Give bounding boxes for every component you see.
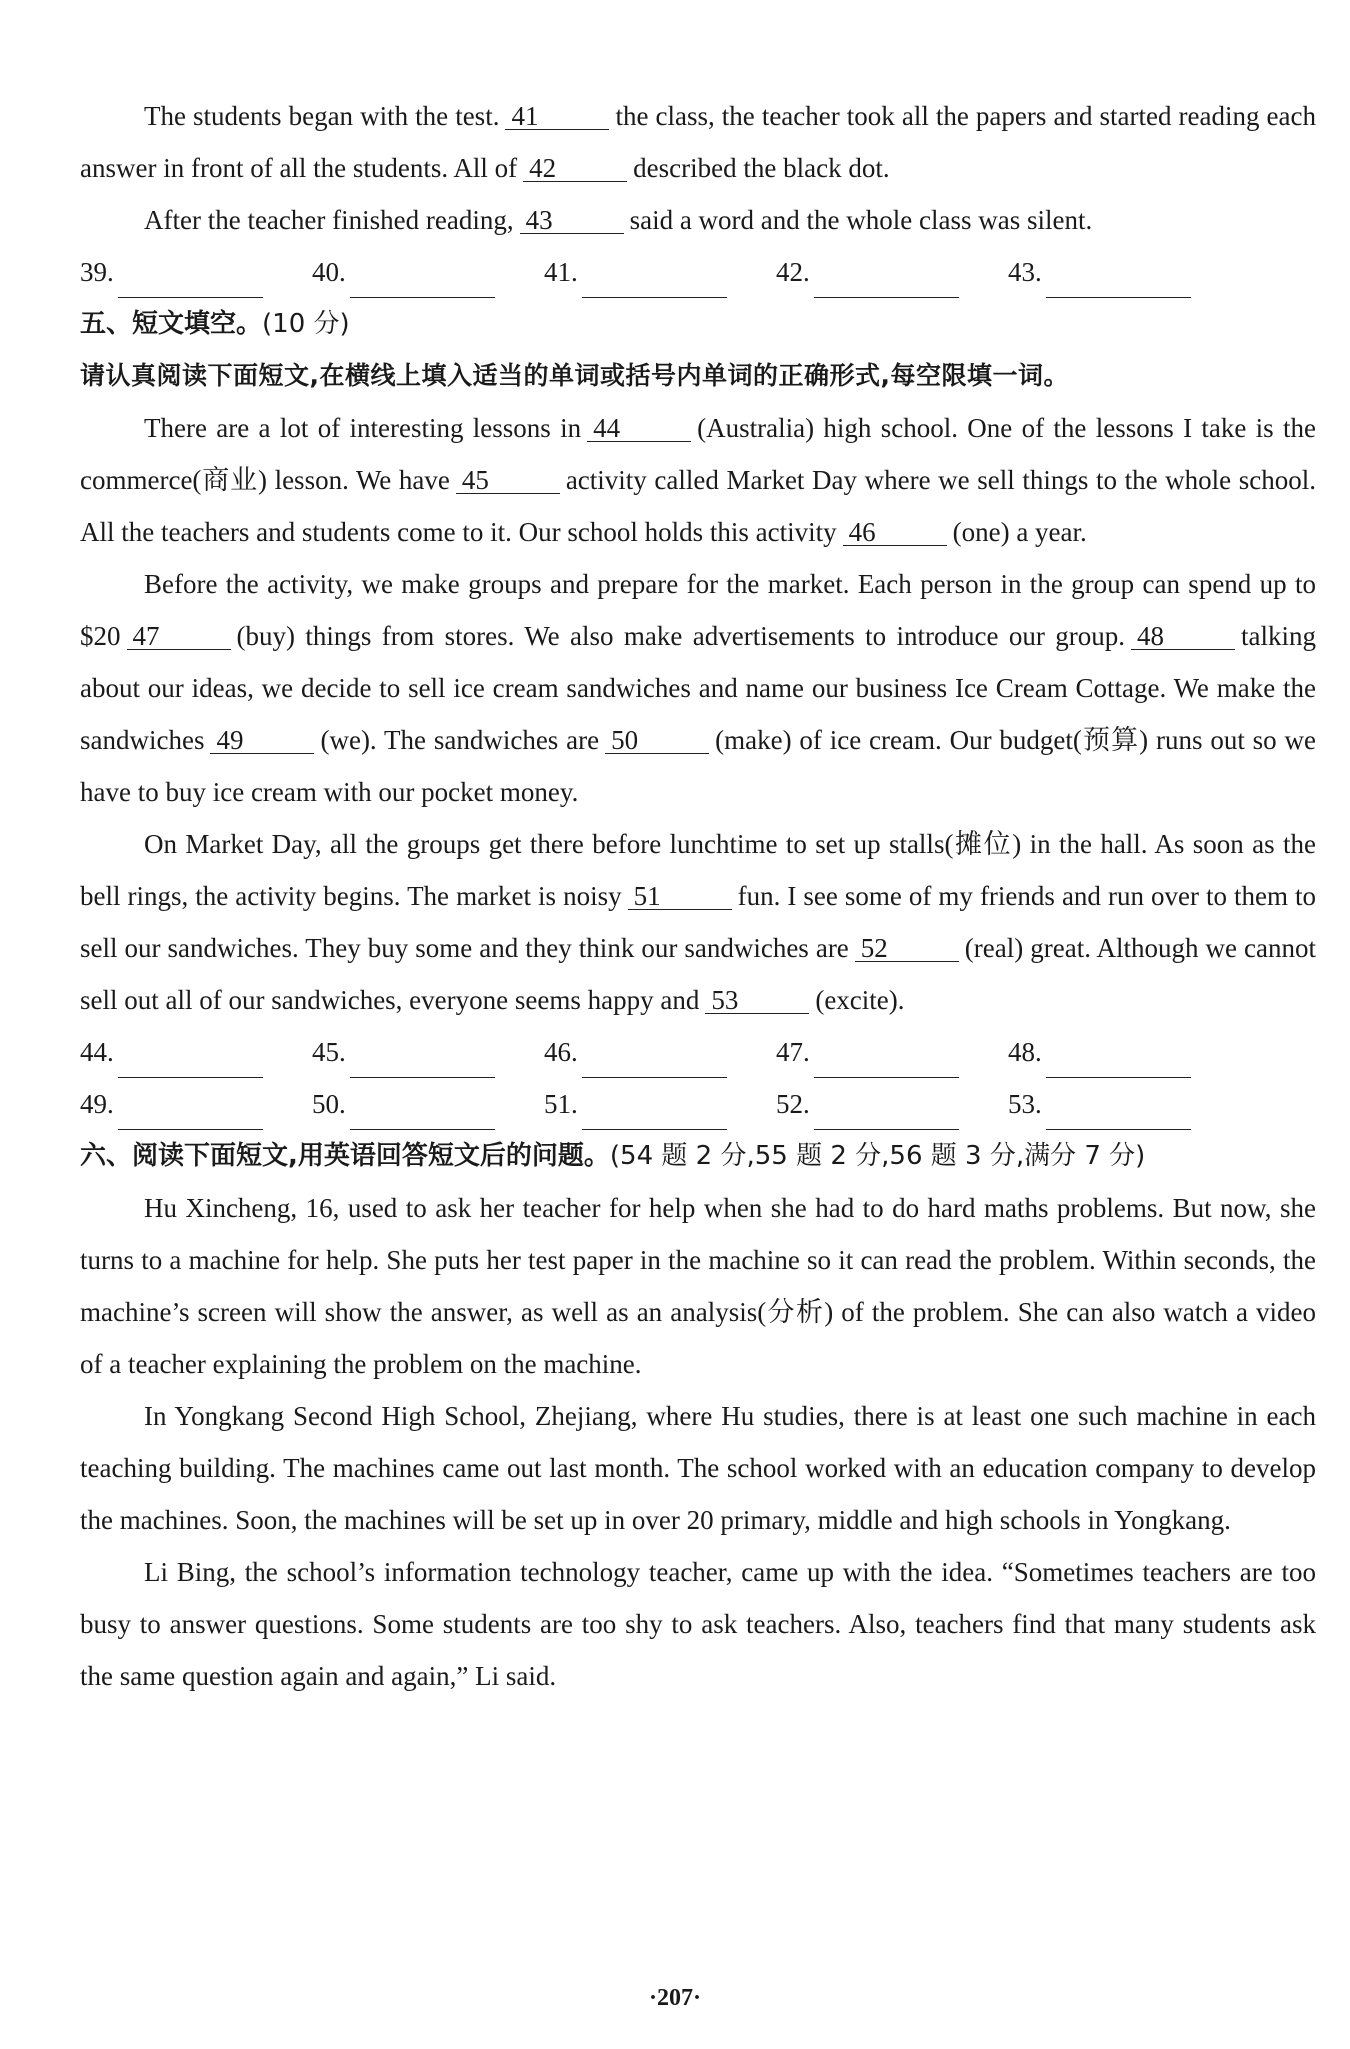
answer-row bbox=[80, 1078, 1316, 1130]
blank-45[interactable]: 45 bbox=[456, 467, 560, 494]
answer-cell[interactable]: 42. bbox=[776, 246, 1008, 298]
blank-52[interactable]: 52 bbox=[855, 935, 959, 962]
answer-cell[interactable]: 46. bbox=[544, 1026, 776, 1078]
answer-cell[interactable]: 51. bbox=[544, 1078, 776, 1130]
page-number: ·207· bbox=[648, 1985, 701, 2011]
answer-line[interactable] bbox=[350, 267, 495, 298]
answer-line[interactable] bbox=[814, 267, 959, 298]
blank-42[interactable]: 42 bbox=[523, 155, 627, 182]
answer-line[interactable] bbox=[1046, 267, 1191, 298]
answer-line[interactable] bbox=[1046, 1099, 1191, 1130]
section-5-instruction: 请认真阅读下面短文,在横线上填入适当的单词或括号内单词的正确形式,每空限填一词。 bbox=[80, 361, 1069, 390]
passage-paragraph: On Market Day, all the groups get there before lunchtime to set up stalls(摊位) in the hall. As soon as the bell rings, the activity begins. The market is noisy 51 fun. I see some of my friends and run over to them to sell our sandwiches. They buy some and they think our sandwiches are 52 (real) great. Although we cannot sell out all of our sandwiches, everyone seems happy and 53 (excite). bbox=[80, 829, 1316, 1015]
answer-cell[interactable]: 45. bbox=[312, 1026, 544, 1078]
answer-cell[interactable]: 49. bbox=[80, 1078, 312, 1130]
passage-paragraph: Hu Xincheng, 16, used to ask her teacher for help when she had to do hard maths problems. But now, she turns to a machine for help. She puts her test paper in the machine so it can read the problem. Within seconds, the machine’s screen will show the answer, as well as an analysis(分析) of the problem. She can also watch a video of a teacher explaining the problem on the machine. bbox=[80, 1193, 1316, 1379]
answer-cell[interactable]: 50. bbox=[312, 1078, 544, 1130]
answer-line[interactable] bbox=[118, 1047, 263, 1078]
passage-paragraph: Li Bing, the school’s information technology teacher, came up with the idea. “Sometimes teachers are too busy to answer questions. Some students are too shy to ask teachers. Also, teachers find that many students ask the same question again and again,” Li said. bbox=[80, 1557, 1316, 1691]
passage-paragraph: After the teacher finished reading, 43 said a word and the whole class was silent. bbox=[144, 205, 1093, 235]
answer-cell[interactable]: 52. bbox=[776, 1078, 1008, 1130]
answer-cell[interactable]: 53. bbox=[1008, 1078, 1240, 1130]
answer-line[interactable] bbox=[814, 1099, 959, 1130]
answer-row bbox=[80, 246, 1316, 298]
blank-50[interactable]: 50 bbox=[605, 727, 709, 754]
section-5-heading: 五、短文填空。(10 分) bbox=[80, 309, 350, 339]
blank-51[interactable]: 51 bbox=[628, 883, 732, 910]
answer-cell[interactable]: 39. bbox=[80, 246, 312, 298]
answer-line[interactable] bbox=[118, 267, 263, 298]
blank-53[interactable]: 53 bbox=[705, 987, 809, 1014]
passage-paragraph: Before the activity, we make groups and prepare for the market. Each person in the group can spend up to $20 47 (buy) things from stores. We also make advertisements to introduce our group. 48 talking about our ideas, we decide to sell ice cream sandwiches and name our business Ice Cream Cottage. We make the sandwiches 49 (we). The sandwiches are 50 (make) of ice cream. Our budget(预算) runs out so we have to buy ice cream with our pocket money. bbox=[80, 569, 1316, 807]
answer-cell[interactable]: 40. bbox=[312, 246, 544, 298]
passage-paragraph: There are a lot of interesting lessons in 44 (Australia) high school. One of the lessons I take is the commerce(商业) lesson. We have 45 activity called Market Day where we sell things to the whole school. All the teachers and students come to it. Our school holds this activity 46 (one) a year. bbox=[80, 413, 1316, 547]
blank-43[interactable]: 43 bbox=[520, 207, 624, 234]
worksheet-page bbox=[80, 90, 1316, 1702]
answer-cell[interactable]: 43. bbox=[1008, 246, 1240, 298]
answer-cell[interactable]: 41. bbox=[544, 246, 776, 298]
answer-line[interactable] bbox=[814, 1047, 959, 1078]
answer-line[interactable] bbox=[582, 1099, 727, 1130]
answer-line[interactable] bbox=[350, 1099, 495, 1130]
blank-47[interactable]: 47 bbox=[127, 623, 231, 650]
answer-line[interactable] bbox=[350, 1047, 495, 1078]
answer-cell[interactable]: 44. bbox=[80, 1026, 312, 1078]
passage-paragraph: The students began with the test. 41 the class, the teacher took all the papers and started reading each answer in front of all the students. All of 42 described the black dot. bbox=[80, 101, 1316, 183]
answer-line[interactable] bbox=[1046, 1047, 1191, 1078]
blank-46[interactable]: 46 bbox=[843, 519, 947, 546]
answer-cell[interactable]: 48. bbox=[1008, 1026, 1240, 1078]
blank-48[interactable]: 48 bbox=[1131, 623, 1235, 650]
answer-line[interactable] bbox=[582, 267, 727, 298]
section-6-heading: 六、阅读下面短文,用英语回答短文后的问题。(54 题 2 分,55 题 2 分,56 题 3 分,满分 7 分) bbox=[80, 1141, 1146, 1171]
answer-line[interactable] bbox=[118, 1099, 263, 1130]
blank-49[interactable]: 49 bbox=[210, 727, 314, 754]
answer-line[interactable] bbox=[582, 1047, 727, 1078]
blank-41[interactable]: 41 bbox=[505, 103, 609, 130]
answer-cell[interactable]: 47. bbox=[776, 1026, 1008, 1078]
passage-paragraph: In Yongkang Second High School, Zhejiang, where Hu studies, there is at least one such machine in each teaching building. The machines came out last month. The school worked with an education company to develop the machines. Soon, the machines will be set up in over 20 primary, middle and high schools in Yongkang. bbox=[80, 1401, 1316, 1535]
answer-row bbox=[80, 1026, 1316, 1078]
blank-44[interactable]: 44 bbox=[587, 415, 691, 442]
